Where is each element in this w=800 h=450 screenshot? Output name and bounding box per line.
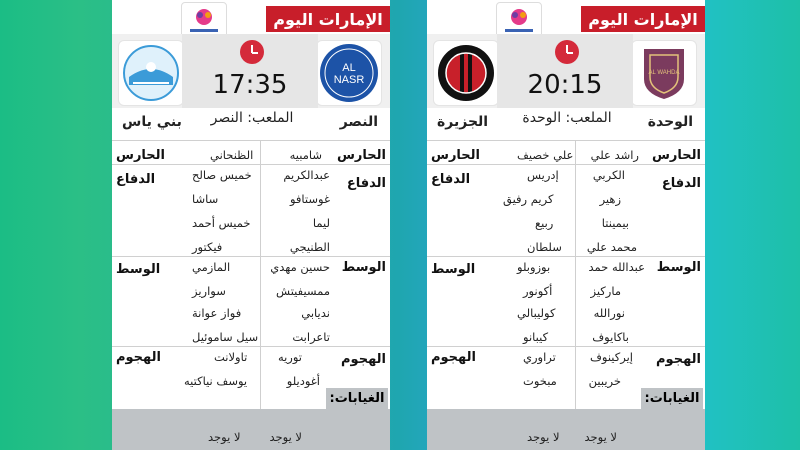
away-mid-player: سيل ساموئيل xyxy=(192,330,259,344)
home-def-player: بيمينتا xyxy=(601,216,629,230)
away-def-player: كريم رفيق xyxy=(503,192,554,206)
away-mid-player: كيبانو xyxy=(523,330,549,344)
home-team-name: النصر xyxy=(339,114,378,130)
absences-box xyxy=(112,409,390,450)
svg-text:AL WAHDA: AL WAHDA xyxy=(648,70,680,76)
clock-icon xyxy=(240,40,264,64)
away-mid-player: فواز عوانة xyxy=(192,306,242,320)
divider xyxy=(112,140,390,141)
away-def-player: فيكتور xyxy=(192,240,223,254)
away-def-label: الدفاع xyxy=(431,172,471,187)
away-mid-player: المازمي xyxy=(192,260,231,274)
away-def-player: خميس صالح xyxy=(192,168,252,182)
venue: الملعب: الوحدة xyxy=(522,110,612,126)
home-team-name: الوحدة xyxy=(647,114,693,130)
home-gk-player: شامبيه xyxy=(289,148,322,162)
match-card-2 xyxy=(427,0,705,450)
away-att-label: الهجوم xyxy=(431,350,476,365)
away-mid-player: سواريز xyxy=(192,284,226,298)
kickoff-time: 20:15 xyxy=(527,70,603,100)
away-mid-player: بوزوبلو xyxy=(517,260,551,274)
home-att-label: الهجوم xyxy=(656,352,701,367)
home-def-player: الكربي xyxy=(592,168,625,182)
away-absences: لا يوجد xyxy=(527,430,560,444)
newspaper-title: الإمارات اليوم xyxy=(266,6,390,32)
home-mid-player: ممسيفيتش xyxy=(276,284,330,298)
divider xyxy=(427,140,705,141)
home-absences: لا يوجد xyxy=(269,430,302,444)
home-att-player: توريه xyxy=(277,350,302,364)
al-wahda-logo-icon xyxy=(631,40,697,106)
column-divider xyxy=(260,140,261,450)
home-mid-label: الوسط xyxy=(341,260,386,275)
absences-label: الغيابات: xyxy=(641,388,703,410)
home-absences: لا يوجد xyxy=(584,430,617,444)
venue: الملعب: النصر xyxy=(210,110,294,126)
bani-yas-logo-icon xyxy=(118,40,184,106)
home-def-player: محمد علي xyxy=(586,240,637,254)
away-att-label: الهجوم xyxy=(116,350,161,365)
away-mid-label: الوسط xyxy=(431,262,476,277)
away-gk-label: الحارس xyxy=(116,148,166,163)
home-att-player: أغوديلو xyxy=(286,374,320,388)
divider xyxy=(427,346,705,347)
divider xyxy=(112,164,390,165)
home-mid-player: عبدالله حمد xyxy=(588,260,645,274)
away-def-player: خميس أحمد xyxy=(192,216,251,230)
home-att-label: الهجوم xyxy=(341,352,386,367)
home-def-player: ليما xyxy=(312,216,330,230)
home-att-player: إيركينوف xyxy=(589,350,633,364)
away-def-player: سلطان xyxy=(527,240,562,254)
away-att-player: تاولانت xyxy=(214,350,248,364)
al-jazira-logo-icon xyxy=(433,40,499,106)
divider xyxy=(112,346,390,347)
away-def-player: إدريس xyxy=(527,168,559,182)
absences-label: الغيابات: xyxy=(326,388,388,410)
away-att-player: مبخوت xyxy=(523,374,557,388)
home-mid-player: باكايوف xyxy=(592,330,629,344)
home-def-player: زهير xyxy=(599,192,621,206)
home-gk-player: راشد علي xyxy=(590,148,639,162)
home-def-player: عبدالكريم xyxy=(283,168,330,182)
column-divider xyxy=(575,140,576,450)
home-gk-label: الحارس xyxy=(651,148,701,163)
divider xyxy=(427,164,705,165)
away-mid-player: كوليبالي xyxy=(517,306,556,320)
match-card-1 xyxy=(112,0,390,450)
away-mid-label: الوسط xyxy=(116,262,161,277)
away-gk-player: علي خصيف xyxy=(517,148,574,162)
divider xyxy=(427,256,705,257)
away-gk-label: الحارس xyxy=(431,148,481,163)
svg-text:NASR: NASR xyxy=(333,74,365,86)
home-def-player: الطنيجي xyxy=(289,240,330,254)
away-absences: لا يوجد xyxy=(208,430,241,444)
newspaper-title: الإمارات اليوم xyxy=(581,6,705,32)
away-def-player: ربيع xyxy=(535,216,554,230)
home-mid-player: ماركيز xyxy=(590,284,621,298)
kickoff-box xyxy=(182,34,318,108)
away-mid-player: أكونور xyxy=(523,284,553,298)
svg-text:AL: AL xyxy=(342,62,356,74)
home-mid-player: حسين مهدي xyxy=(270,260,330,274)
away-att-player: يوسف نياكتيه xyxy=(184,374,248,388)
away-gk-player: الظنحاني xyxy=(210,148,254,162)
al-nasr-logo-icon xyxy=(316,40,382,106)
away-att-player: تراوري xyxy=(523,350,556,364)
away-team-name: بني ياس xyxy=(122,114,182,130)
home-def-label: الدفاع xyxy=(661,176,701,191)
away-def-label: الدفاع xyxy=(116,172,156,187)
divider xyxy=(112,256,390,257)
home-mid-player: نديابي xyxy=(301,306,330,320)
home-mid-player: تاعرابت xyxy=(292,330,330,344)
home-mid-label: الوسط xyxy=(656,260,701,275)
kickoff-box xyxy=(497,34,633,108)
home-att-player: خريبين xyxy=(588,374,621,388)
kickoff-time: 17:35 xyxy=(212,70,288,100)
clock-icon xyxy=(555,40,579,64)
absences-box xyxy=(427,409,705,450)
home-mid-player: نورالله xyxy=(593,306,625,320)
away-def-player: ساشا xyxy=(192,192,219,206)
home-def-label: الدفاع xyxy=(346,176,386,191)
home-gk-label: الحارس xyxy=(336,148,386,163)
away-team-name: الجزيرة xyxy=(437,114,489,130)
home-def-player: غوستافو xyxy=(289,192,330,206)
